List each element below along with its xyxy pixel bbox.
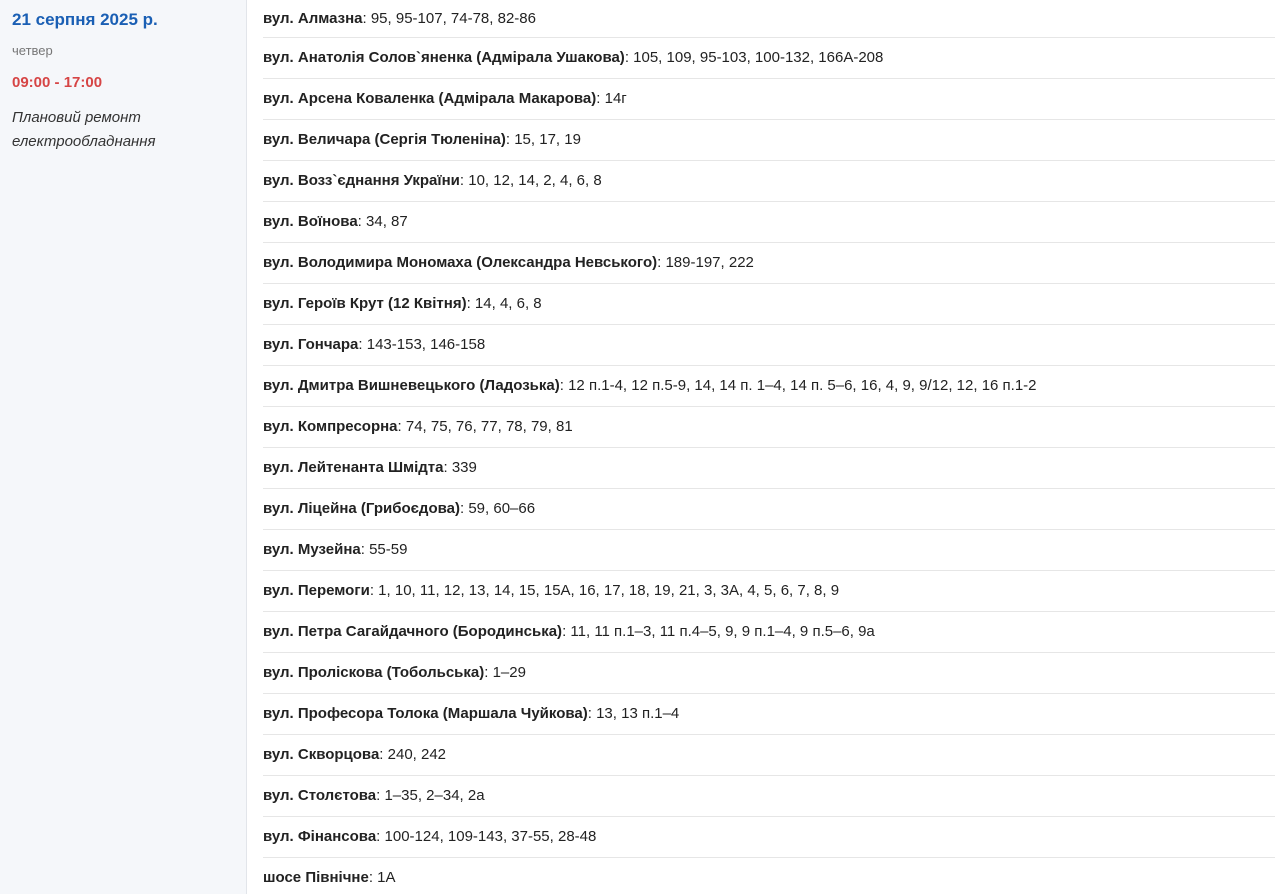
- house-numbers: 95, 95-107, 74-78, 82-86: [370, 10, 536, 27]
- street-name: вул. Дмитра Вишневецького (Ладозька): [263, 377, 560, 394]
- address-row: [263, 243, 1275, 284]
- street-name: вул. Скворцова: [263, 746, 380, 763]
- street-name: вул. Возз`єднання України: [263, 172, 460, 189]
- address-row: [263, 571, 1275, 612]
- street-name: вул. Петра Сагайдачного (Бородинська): [263, 623, 563, 640]
- street-separator: :: [459, 500, 469, 517]
- outage-date: 21 серпня 2025 р.: [12, 10, 158, 29]
- address-row: [263, 161, 1275, 202]
- house-numbers: 100-124, 109-143, 37-55, 28-48: [384, 828, 597, 845]
- address-row: [263, 653, 1275, 694]
- street-separator: :: [357, 213, 367, 230]
- street-separator: :: [443, 459, 452, 476]
- street-separator: :: [562, 623, 571, 640]
- street-name: вул. Перемоги: [263, 582, 370, 599]
- address-row: [263, 407, 1275, 448]
- street-separator: :: [360, 541, 370, 558]
- house-numbers: 13, 13 п.1–4: [596, 705, 680, 722]
- address-row: [263, 284, 1275, 325]
- outage-reason: Плановий ремонт електрообладнання: [12, 109, 156, 150]
- address-row: [263, 817, 1275, 858]
- house-numbers: 143-153, 146-158: [366, 336, 486, 353]
- street-separator: :: [376, 828, 385, 845]
- street-name: вул. Героїв Крут (12 Квітня): [263, 295, 467, 312]
- house-numbers: 105, 109, 95-103, 100-132, 166А-208: [633, 49, 884, 66]
- address-row: [263, 489, 1275, 530]
- street-name: вул. Компресорна: [263, 418, 398, 435]
- street-separator: :: [376, 787, 385, 804]
- address-row: [263, 530, 1275, 571]
- house-numbers: 74, 75, 76, 77, 78, 79, 81: [405, 418, 573, 435]
- street-separator: :: [484, 664, 493, 681]
- address-row: [263, 366, 1275, 407]
- house-numbers: 240, 242: [387, 746, 447, 763]
- address-row: [263, 448, 1275, 489]
- street-separator: :: [459, 172, 469, 189]
- house-numbers: 55-59: [369, 541, 408, 558]
- street-separator: :: [505, 131, 515, 148]
- house-numbers: 1А: [377, 869, 396, 886]
- house-numbers: 339: [451, 459, 477, 476]
- street-name: вул. Гончара: [263, 336, 359, 353]
- street-name: шосе Північне: [263, 869, 369, 886]
- street-name: вул. Алмазна: [263, 10, 363, 27]
- street-separator: :: [362, 10, 371, 27]
- street-name: вул. Ліцейна (Грибоєдова): [263, 500, 460, 517]
- house-numbers: 11, 11 п.1–3, 11 п.4–5, 9, 9 п.1–4, 9 п.5–6, 9а: [570, 623, 875, 640]
- street-separator: :: [358, 336, 367, 353]
- street-name: вул. Лейтенанта Шмідта: [263, 459, 444, 476]
- street-separator: :: [379, 746, 388, 763]
- address-row: [263, 120, 1275, 161]
- house-numbers: 59, 60–66: [468, 500, 536, 517]
- address-row: [263, 612, 1275, 653]
- street-separator: :: [624, 49, 634, 66]
- address-row: [263, 694, 1275, 735]
- address-row: [263, 735, 1275, 776]
- address-row: [263, 858, 1275, 894]
- street-name: вул. Професора Толока (Маршала Чуйкова): [263, 705, 588, 722]
- street-separator: :: [587, 705, 597, 722]
- house-numbers: 1, 10, 11, 12, 13, 14, 15, 15А, 16, 17, 18, 19, 21, 3, 3А, 4, 5, 6, 7, 8, 9: [378, 582, 840, 599]
- street-name: вул. Володимира Мономаха (Олександра Невського): [263, 254, 658, 271]
- street-name: вул. Фінансова: [263, 828, 377, 845]
- street-name: вул. Музейна: [263, 541, 361, 558]
- address-row: [263, 202, 1275, 243]
- house-numbers: 189-197, 222: [665, 254, 754, 271]
- house-numbers: 12 п.1-4, 12 п.5-9, 14, 14 п. 1–4, 14 п. 5–6, 16, 4, 9, 9/12, 12, 16 п.1-2: [568, 377, 1037, 394]
- street-name: вул. Столєтова: [263, 787, 377, 804]
- outage-time-range: 09:00 - 17:00: [12, 74, 103, 91]
- street-separator: :: [466, 295, 475, 312]
- street-separator: :: [397, 418, 406, 435]
- address-list: [263, 0, 1275, 894]
- house-numbers: 1–35, 2–34, 2а: [384, 787, 485, 804]
- street-name: вул. Анатолія Солов`яненка (Адмірала Ушакова): [263, 49, 625, 66]
- house-numbers: 34, 87: [366, 213, 408, 230]
- street-name: вул. Арсена Коваленка (Адмірала Макарова): [263, 90, 597, 107]
- house-numbers: 15, 17, 19: [514, 131, 581, 148]
- street-name: вул. Величара (Сергія Тюленіна): [263, 131, 506, 148]
- address-row: [263, 325, 1275, 366]
- house-numbers: 10, 12, 14, 2, 4, 6, 8: [468, 172, 602, 189]
- street-separator: :: [369, 582, 379, 599]
- address-row: [263, 79, 1275, 120]
- street-name: вул. Пролiскова (Тобольська): [263, 664, 485, 681]
- street-separator: :: [368, 869, 378, 886]
- schedule-sidebar: [0, 0, 247, 894]
- address-row: [263, 776, 1275, 817]
- house-numbers: 1–29: [492, 664, 526, 681]
- address-row: [263, 38, 1275, 79]
- street-separator: :: [657, 254, 666, 271]
- street-separator: :: [559, 377, 569, 394]
- outage-weekday: четвер: [12, 43, 53, 58]
- house-numbers: 14, 4, 6, 8: [474, 295, 542, 312]
- street-name: вул. Воїнова: [263, 213, 358, 230]
- house-numbers: 14г: [604, 90, 627, 107]
- street-separator: :: [596, 90, 605, 107]
- address-row: [263, 0, 1275, 38]
